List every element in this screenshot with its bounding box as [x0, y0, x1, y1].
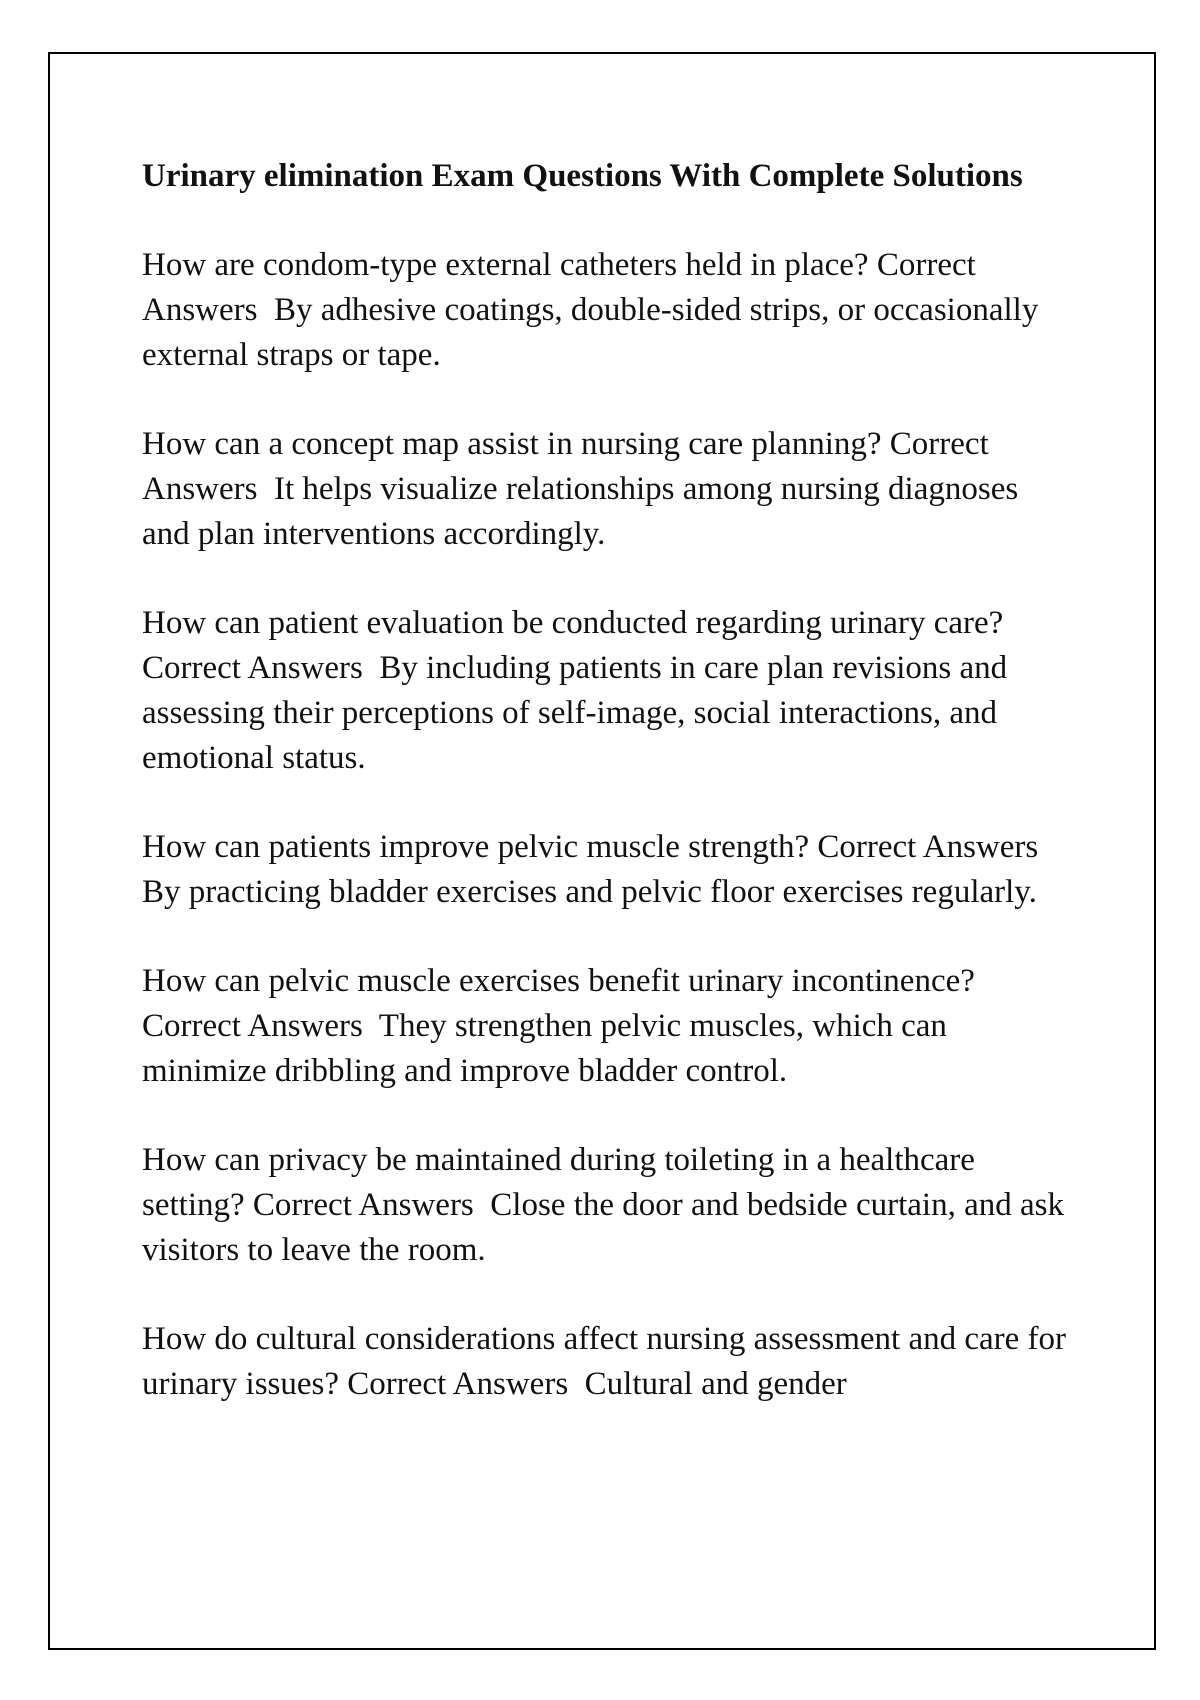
answer-label: Correct Answers	[142, 247, 983, 328]
answer-text: By adhesive coatings, double-sided strips, or occasionally external straps or tape.	[142, 292, 1047, 373]
question-text: How can patient evaluation be conducted regarding urinary care?	[142, 605, 1004, 641]
answer-text: It helps visualize relationships among nursing diagnoses and plan interventions accordingly.	[142, 471, 1027, 552]
answer-label: Correct Answers	[252, 1187, 474, 1223]
answer-text: They strengthen pelvic muscles, which can minimize dribbling and improve bladder control.	[142, 1008, 956, 1089]
answer-label: Correct Answers	[817, 829, 1039, 865]
answer-label: Correct Answers	[142, 1008, 363, 1044]
qa-entry	[142, 1138, 1072, 1273]
question-text: How can pelvic muscle exercises benefit urinary incontinence?	[142, 963, 975, 999]
question-text: How can a concept map assist in nursing care planning?	[142, 426, 882, 462]
question-text: How are condom-type external catheters held in place?	[142, 247, 869, 283]
answer-label: Correct Answers	[347, 1366, 569, 1402]
qa-entry	[142, 422, 1072, 557]
answer-text: By practicing bladder exercises and pelvic floor exercises regularly.	[142, 874, 1037, 910]
answer-text: By including patients in care plan revisions and assessing their perceptions of self-image, social interactions, and emotional status.	[142, 650, 1016, 776]
question-text: How can privacy be maintained during toileting in a healthcare setting?	[142, 1142, 984, 1223]
question-text: How can patients improve pelvic muscle strength?	[142, 829, 810, 865]
document-content	[142, 154, 1075, 1451]
answer-text: Close the door and bedside curtain, and ask visitors to leave the room.	[142, 1187, 1073, 1268]
qa-entry	[142, 959, 1072, 1094]
qa-entry	[142, 825, 1072, 915]
qa-entry	[142, 243, 1072, 378]
answer-text: Cultural and gender	[584, 1366, 847, 1402]
answer-label: Correct Answers	[142, 426, 996, 507]
answer-label: Correct Answers	[142, 650, 363, 686]
document-title: Urinary elimination Exam Questions With Complete Solutions	[142, 158, 1023, 194]
qa-entry	[142, 601, 1072, 781]
question-text: How do cultural considerations affect nursing assessment and care for urinary issues?	[142, 1321, 1075, 1402]
qa-entry	[142, 1317, 1075, 1407]
